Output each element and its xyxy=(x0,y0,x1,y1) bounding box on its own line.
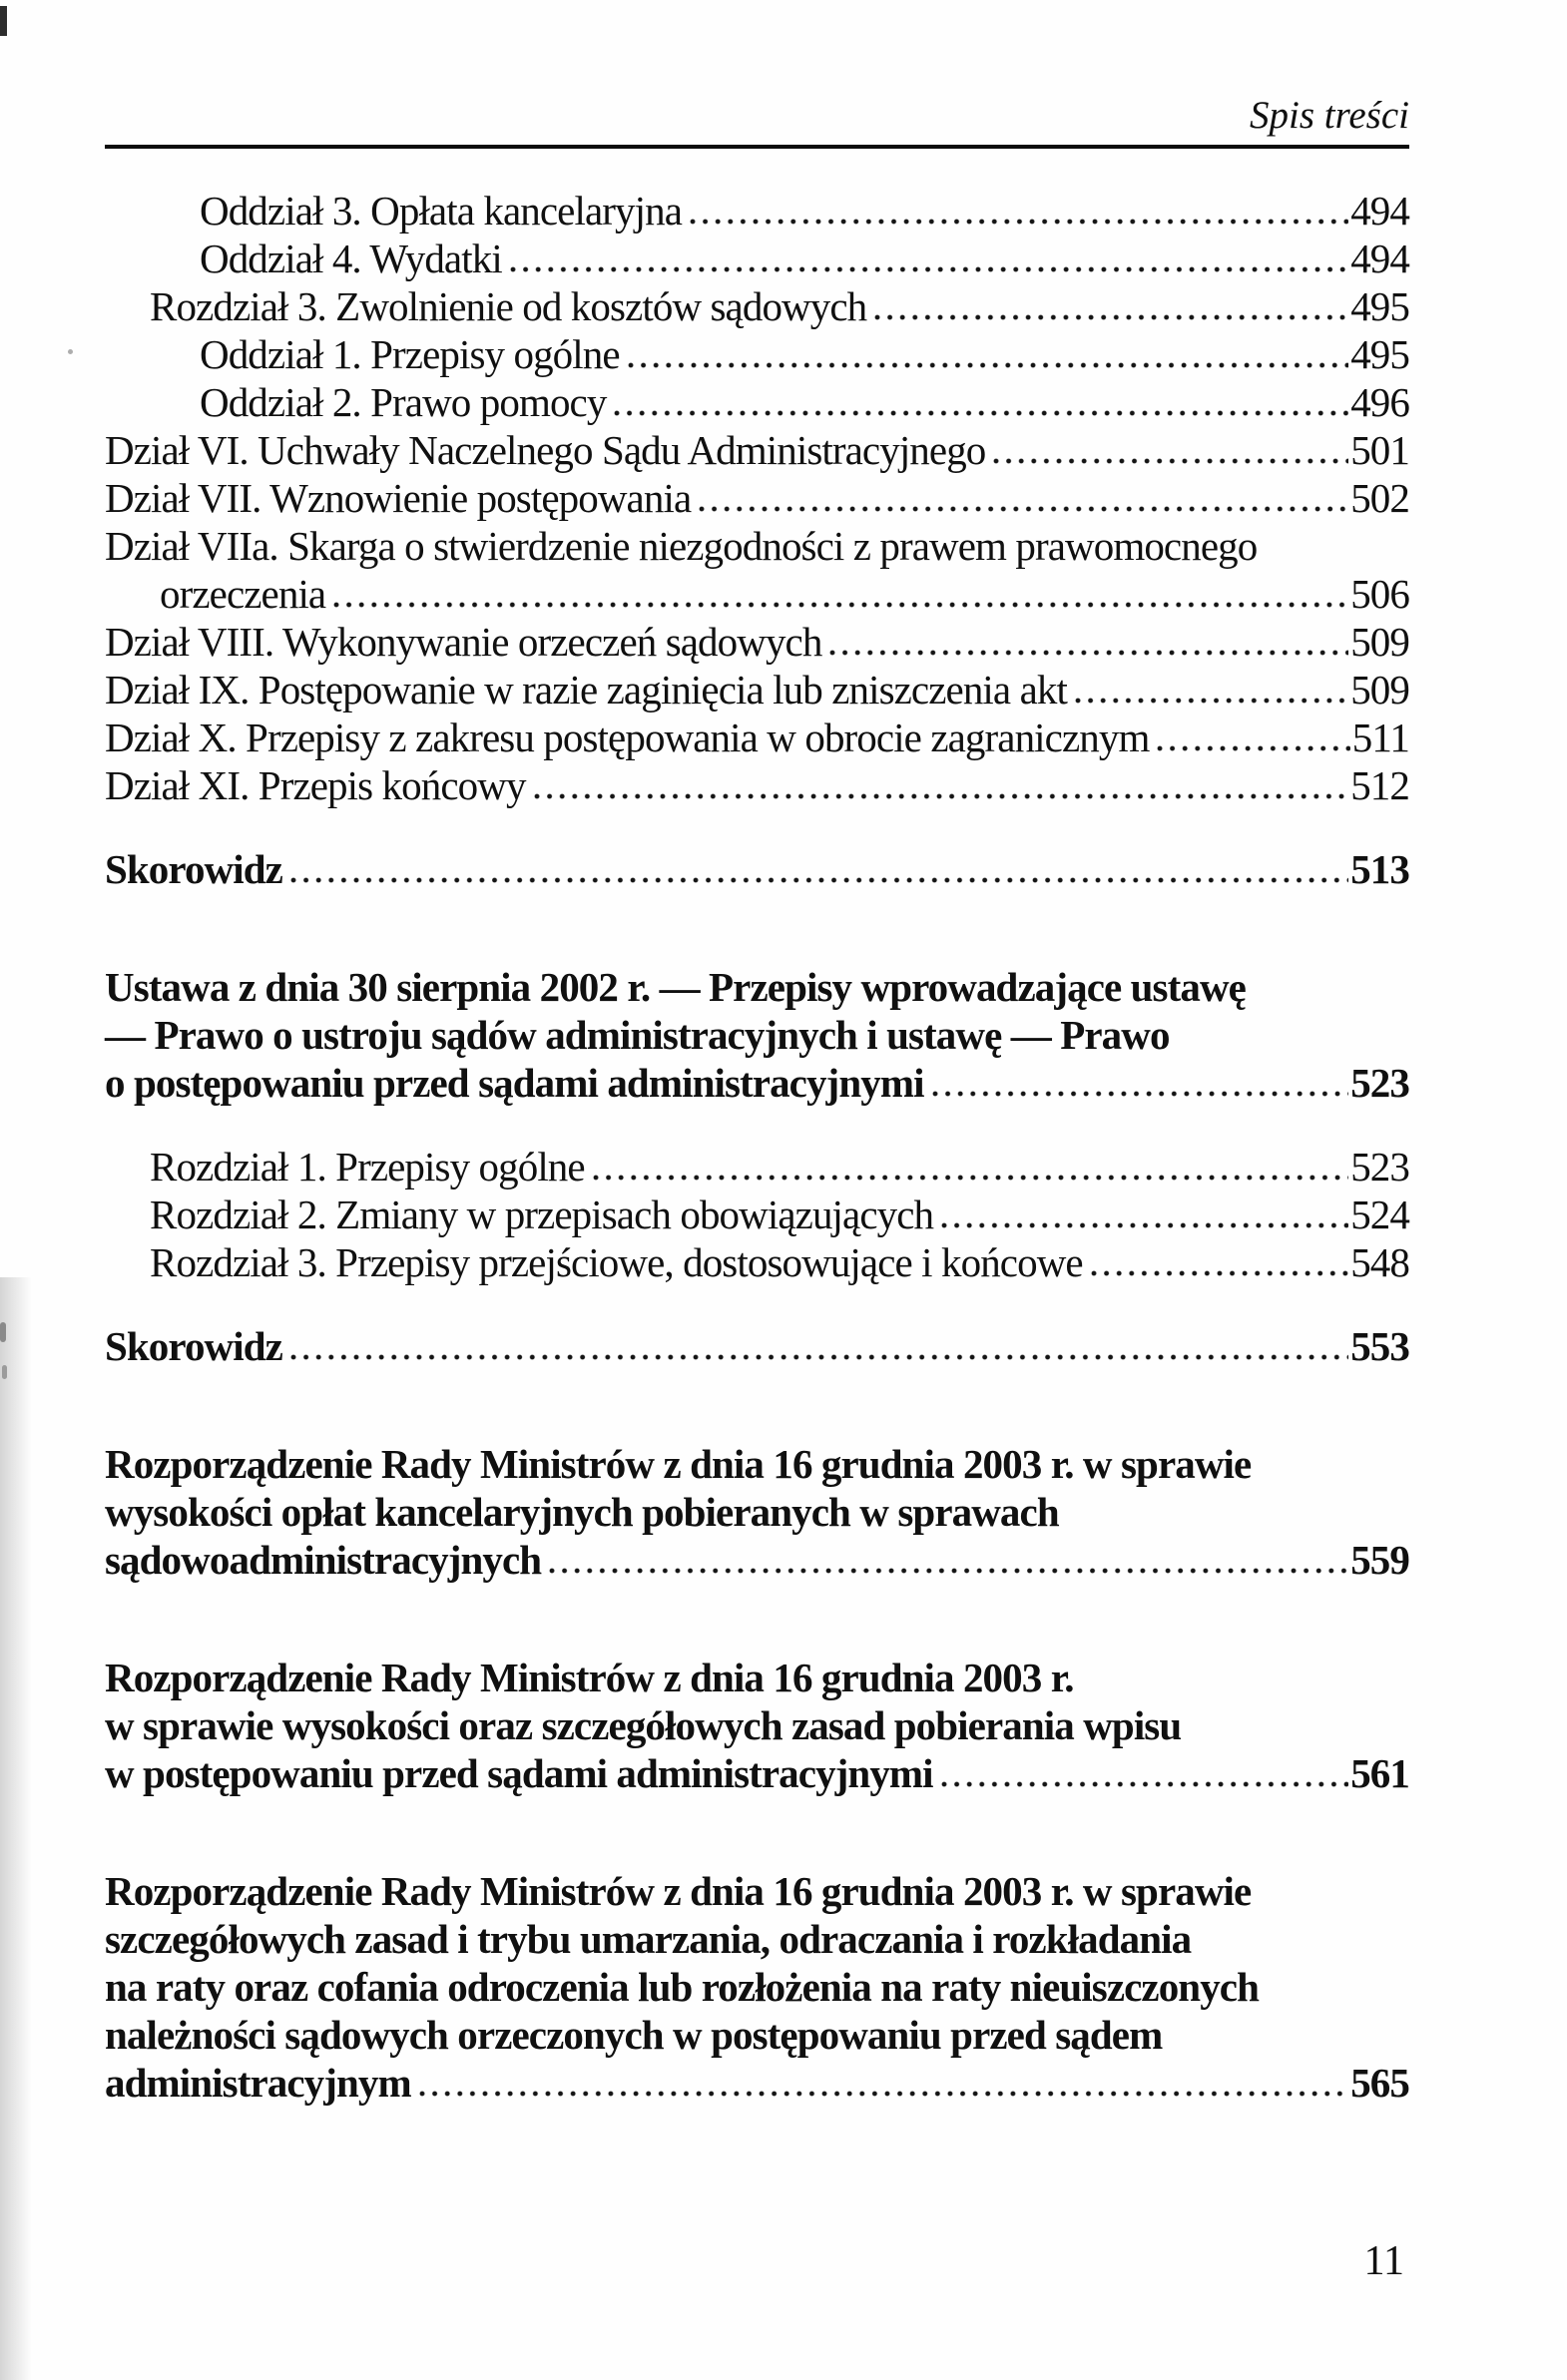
toc-entry-text: szczegółowych zasad i trybu umarzania, odraczania i rozkładania xyxy=(105,1916,1192,1962)
toc-entry-text: Dział VIII. Wykonywanie orzeczeń sądowych xyxy=(105,619,822,665)
toc-entry-text: Rozporządzenie Rady Ministrów z dnia 16 grudnia 2003 r. w sprawie xyxy=(105,1441,1252,1487)
toc-entry-text: w sprawie wysokości oraz szczegółowych zasad pobierania wpisu xyxy=(105,1702,1182,1748)
toc-entry-text: Oddział 4. Wydatki xyxy=(200,236,502,281)
toc-entry-page: 494 xyxy=(1350,188,1409,234)
dot-leader xyxy=(1075,698,1348,704)
toc-entry-text: Oddział 3. Opłata kancelaryjna xyxy=(200,188,682,234)
toc-entry-text: Dział XI. Przepis końcowy xyxy=(105,762,526,808)
toc-entry-text: Rozdział 2. Zmiany w przepisach obowiązujących xyxy=(150,1191,934,1237)
scan-artifact-speck xyxy=(0,6,7,36)
toc-entry-text: Dział VIIa. Skarga o stwierdzenie niezgodności z prawem prawomocnego xyxy=(105,523,1258,569)
toc-entry-page: 559 xyxy=(1350,1537,1409,1583)
toc-entry-text: Oddział 1. Przepisy ogólne xyxy=(200,331,620,377)
dot-leader xyxy=(333,602,1348,608)
header-rule xyxy=(105,145,1409,149)
dot-leader xyxy=(941,1222,1348,1228)
toc-entry-text: Dział VI. Uchwały Naczelnego Sądu Administracyjnego xyxy=(105,427,986,473)
toc-entry-text: Dział X. Przepisy z zakresu postępowania w obrocie zagranicznym xyxy=(105,714,1150,760)
toc-line xyxy=(105,1143,1409,1190)
toc-entry-text: sądowoadministracyjnych xyxy=(105,1537,542,1583)
toc-entry-page: 512 xyxy=(1350,762,1409,808)
toc-line xyxy=(105,1238,1409,1286)
toc-line xyxy=(105,330,1409,378)
toc-entry-text: wysokości opłat kancelaryjnych pobieranych w sprawach xyxy=(105,1489,1059,1535)
toc-entry-page: 502 xyxy=(1350,475,1409,521)
toc-line xyxy=(105,1867,1409,1915)
toc-entry-text: orzeczenia xyxy=(160,571,326,617)
toc-line xyxy=(105,570,1409,618)
dot-leader xyxy=(549,1568,1348,1574)
dot-leader xyxy=(993,458,1348,464)
toc-line xyxy=(105,761,1409,809)
toc-line xyxy=(105,2059,1409,2107)
toc-entry-page: 513 xyxy=(1350,846,1409,892)
page-number: 11 xyxy=(1363,2238,1404,2284)
toc-entry-text: Rozporządzenie Rady Ministrów z dnia 16 grudnia 2003 r. xyxy=(105,1655,1074,1700)
toc-entry-text: na raty oraz cofania odroczenia lub rozłożenia na raty nieuiszczonych xyxy=(105,1964,1260,2010)
toc-line xyxy=(105,426,1409,474)
toc-entry-text: Ustawa z dnia 30 sierpnia 2002 r. — Przepisy wprowadzające ustawę xyxy=(105,964,1246,1010)
toc-entry-text: — Prawo o ustroju sądów administracyjnych i ustawę — Prawo xyxy=(105,1012,1170,1058)
toc-entry-text: o postępowaniu przed sądami administracyjnymi xyxy=(105,1060,924,1106)
dot-leader xyxy=(690,219,1348,225)
toc-line xyxy=(105,1488,1409,1536)
toc-entry-page: 509 xyxy=(1350,619,1409,665)
toc-entry-text: należności sądowych orzeczonych w postępowaniu przed sądem xyxy=(105,2012,1163,2058)
toc-line xyxy=(105,1011,1409,1059)
toc-entry-page: 495 xyxy=(1350,283,1409,329)
toc-entry-page: 523 xyxy=(1350,1060,1409,1106)
dot-leader xyxy=(419,2091,1348,2097)
toc-line xyxy=(105,1749,1409,1797)
toc-line xyxy=(105,1963,1409,2011)
toc-line xyxy=(105,1059,1409,1107)
dot-leader xyxy=(290,1354,1348,1360)
toc-entry-text: Rozdział 3. Przepisy przejściowe, dostosowujące i końcowe xyxy=(150,1239,1083,1285)
dot-leader xyxy=(932,1091,1349,1097)
toc-entry-page: 523 xyxy=(1350,1144,1409,1190)
scan-artifact-speck xyxy=(68,349,73,354)
toc-entry-page: 553 xyxy=(1350,1323,1409,1369)
toc-entry-text: Dział VII. Wznowienie postępowania xyxy=(105,475,692,521)
scan-artifact-left-shade xyxy=(0,1277,32,2380)
toc-line xyxy=(105,522,1409,570)
toc-line xyxy=(105,187,1409,235)
dot-leader xyxy=(699,506,1348,512)
toc-line xyxy=(105,1701,1409,1749)
toc-entry-page: 511 xyxy=(1351,714,1409,760)
dot-leader xyxy=(593,1175,1348,1181)
dot-leader xyxy=(290,877,1348,883)
toc-line xyxy=(105,235,1409,282)
toc-line xyxy=(105,845,1409,893)
dot-leader xyxy=(628,362,1349,368)
toc-entry-text: Rozdział 1. Przepisy ogólne xyxy=(150,1144,585,1190)
dot-leader xyxy=(614,410,1348,416)
toc-entry-page: 524 xyxy=(1350,1191,1409,1237)
page-content xyxy=(105,0,1409,2107)
scan-artifact-speck xyxy=(2,1365,7,1379)
toc-entry-text: Rozporządzenie Rady Ministrów z dnia 16 grudnia 2003 r. w sprawie xyxy=(105,1868,1252,1914)
toc-line xyxy=(105,2011,1409,2059)
toc-line xyxy=(105,666,1409,714)
toc-entry-text: Rozdział 3. Zwolnienie od kosztów sądowych xyxy=(150,283,867,329)
toc-line xyxy=(105,474,1409,522)
dot-leader xyxy=(874,314,1348,320)
toc-line xyxy=(105,1915,1409,1963)
toc-line xyxy=(105,1190,1409,1238)
toc-entry-text: Oddział 2. Prawo pomocy xyxy=(200,379,607,425)
toc-entry-page: 501 xyxy=(1350,427,1409,473)
toc-entry-page: 494 xyxy=(1350,236,1409,281)
toc-entry-page: 495 xyxy=(1350,331,1409,377)
dot-leader xyxy=(941,1781,1349,1787)
toc-entry-text: Dział IX. Postępowanie w razie zaginięcia lub zniszczenia akt xyxy=(105,667,1067,713)
toc-line xyxy=(105,1322,1409,1370)
toc-entry-text: w postępowaniu przed sądami administracyjnymi xyxy=(105,1750,933,1796)
toc-entry-text: Skorowidz xyxy=(105,1323,282,1369)
toc-line xyxy=(105,618,1409,666)
dot-leader xyxy=(1091,1270,1348,1276)
toc-entry-page: 506 xyxy=(1350,571,1409,617)
dot-leader xyxy=(534,793,1349,799)
toc-line xyxy=(105,1654,1409,1701)
toc-line xyxy=(105,963,1409,1011)
toc-entry-page: 565 xyxy=(1350,2060,1409,2106)
toc-entry-page: 509 xyxy=(1350,667,1409,713)
page-header-title: Spis treści xyxy=(1250,94,1409,137)
toc-entry-page: 548 xyxy=(1350,1239,1409,1285)
dot-leader xyxy=(510,266,1348,272)
toc-line xyxy=(105,282,1409,330)
toc-entry-text: administracyjnym xyxy=(105,2060,411,2106)
toc-line xyxy=(105,1440,1409,1488)
toc-entry-page: 496 xyxy=(1350,379,1409,425)
dot-leader xyxy=(829,650,1348,656)
toc-line xyxy=(105,714,1409,761)
toc-line xyxy=(105,1536,1409,1584)
dot-leader xyxy=(1157,745,1349,751)
toc-entry-page: 561 xyxy=(1350,1750,1409,1796)
toc-entry-text: Skorowidz xyxy=(105,846,282,892)
toc-line xyxy=(105,378,1409,426)
scan-artifact-speck xyxy=(0,1322,6,1342)
toc-list xyxy=(105,187,1409,2107)
